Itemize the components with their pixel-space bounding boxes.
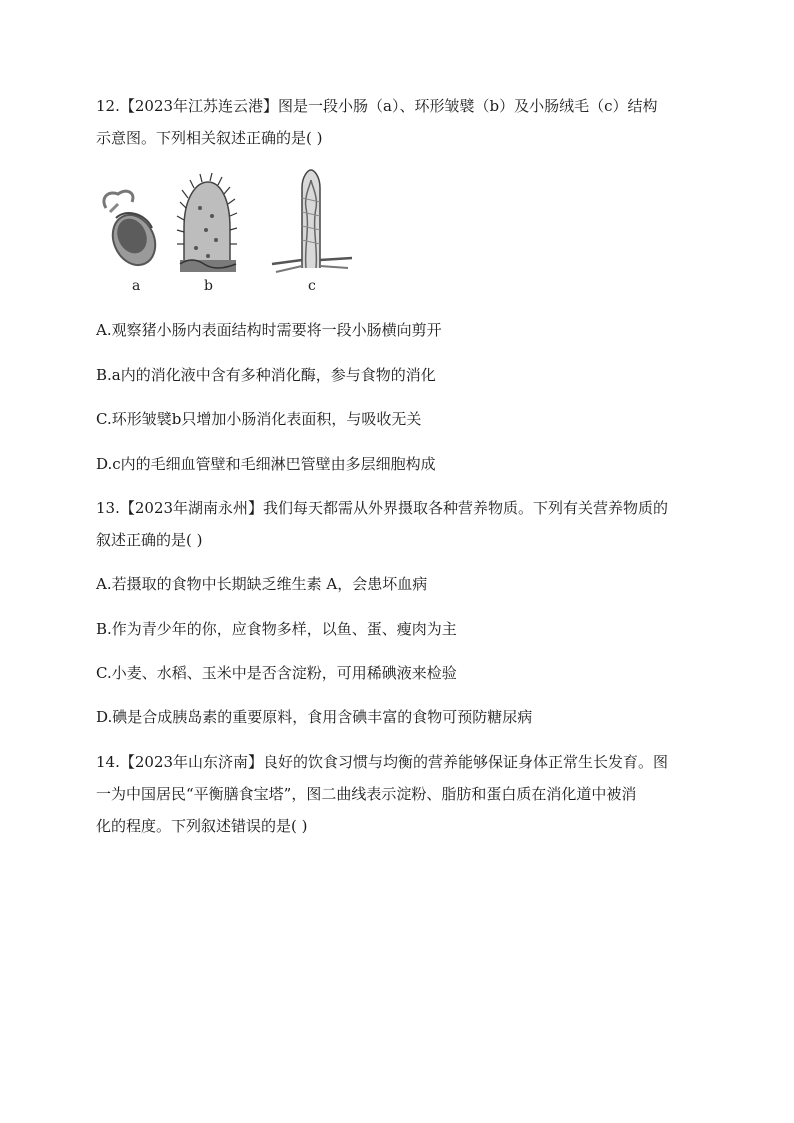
q12-option-b: B.a内的消化液中含有多种消化酶，参与食物的消化 <box>96 366 436 384</box>
small-intestine-figure <box>96 168 356 298</box>
q13-option-b: B.作为青少年的你，应食物多样，以鱼、蛋、瘦肉为主 <box>96 620 457 638</box>
q12-stem-line-2: 示意图。下列相关叙述正确的是( ) <box>96 129 323 147</box>
figure-label-b: b <box>204 278 213 294</box>
intestine-illustration <box>96 168 356 278</box>
q14-stem-line-3: 化的程度。下列叙述错误的是( ) <box>96 817 308 835</box>
q13-option-d: D.碘是合成胰岛素的重要原料，食用含碘丰富的食物可预防糖尿病 <box>96 708 533 726</box>
q12-option-a: A.观察猪小肠内表面结构时需要将一段小肠横向剪开 <box>96 321 442 339</box>
q12-option-d: D.c内的毛细血管壁和毛细淋巴管壁由多层细胞构成 <box>96 455 436 473</box>
q13-stem-line-2: 叙述正确的是( ) <box>96 531 203 549</box>
q13-stem-line-1: 13.【2023年湖南永州】我们每天都需从外界摄取各种营养物质。下列有关营养物质的 <box>96 499 669 517</box>
figure-label-c: c <box>308 278 316 294</box>
q13-option-c: C.小麦、水稻、玉米中是否含淀粉，可用稀碘液来检验 <box>96 664 457 682</box>
q14-stem-line-1: 14.【2023年山东济南】良好的饮食习惯与均衡的营养能够保证身体正常生长发育。图 <box>96 753 669 771</box>
q14-stem-line-2: 一为中国居民“平衡膳食宝塔”，图二曲线表示淀粉、脂肪和蛋白质在消化道中被消 <box>96 785 637 803</box>
q12-option-c: C.环形皱襞b只增加小肠消化表面积，与吸收无关 <box>96 410 422 428</box>
figure-a-intestine-segment <box>104 191 163 272</box>
q13-option-a: A.若摄取的食物中长期缺乏维生素 A，会患坏血病 <box>96 575 428 593</box>
figure-b-circular-fold <box>177 173 237 272</box>
q12-stem-line-1: 12.【2023年江苏连云港】图是一段小肠（a）、环形皱襞（b）及小肠绒毛（c）结构 <box>96 97 658 115</box>
figure-label-a: a <box>132 278 141 294</box>
figure-c-villus <box>272 170 352 272</box>
